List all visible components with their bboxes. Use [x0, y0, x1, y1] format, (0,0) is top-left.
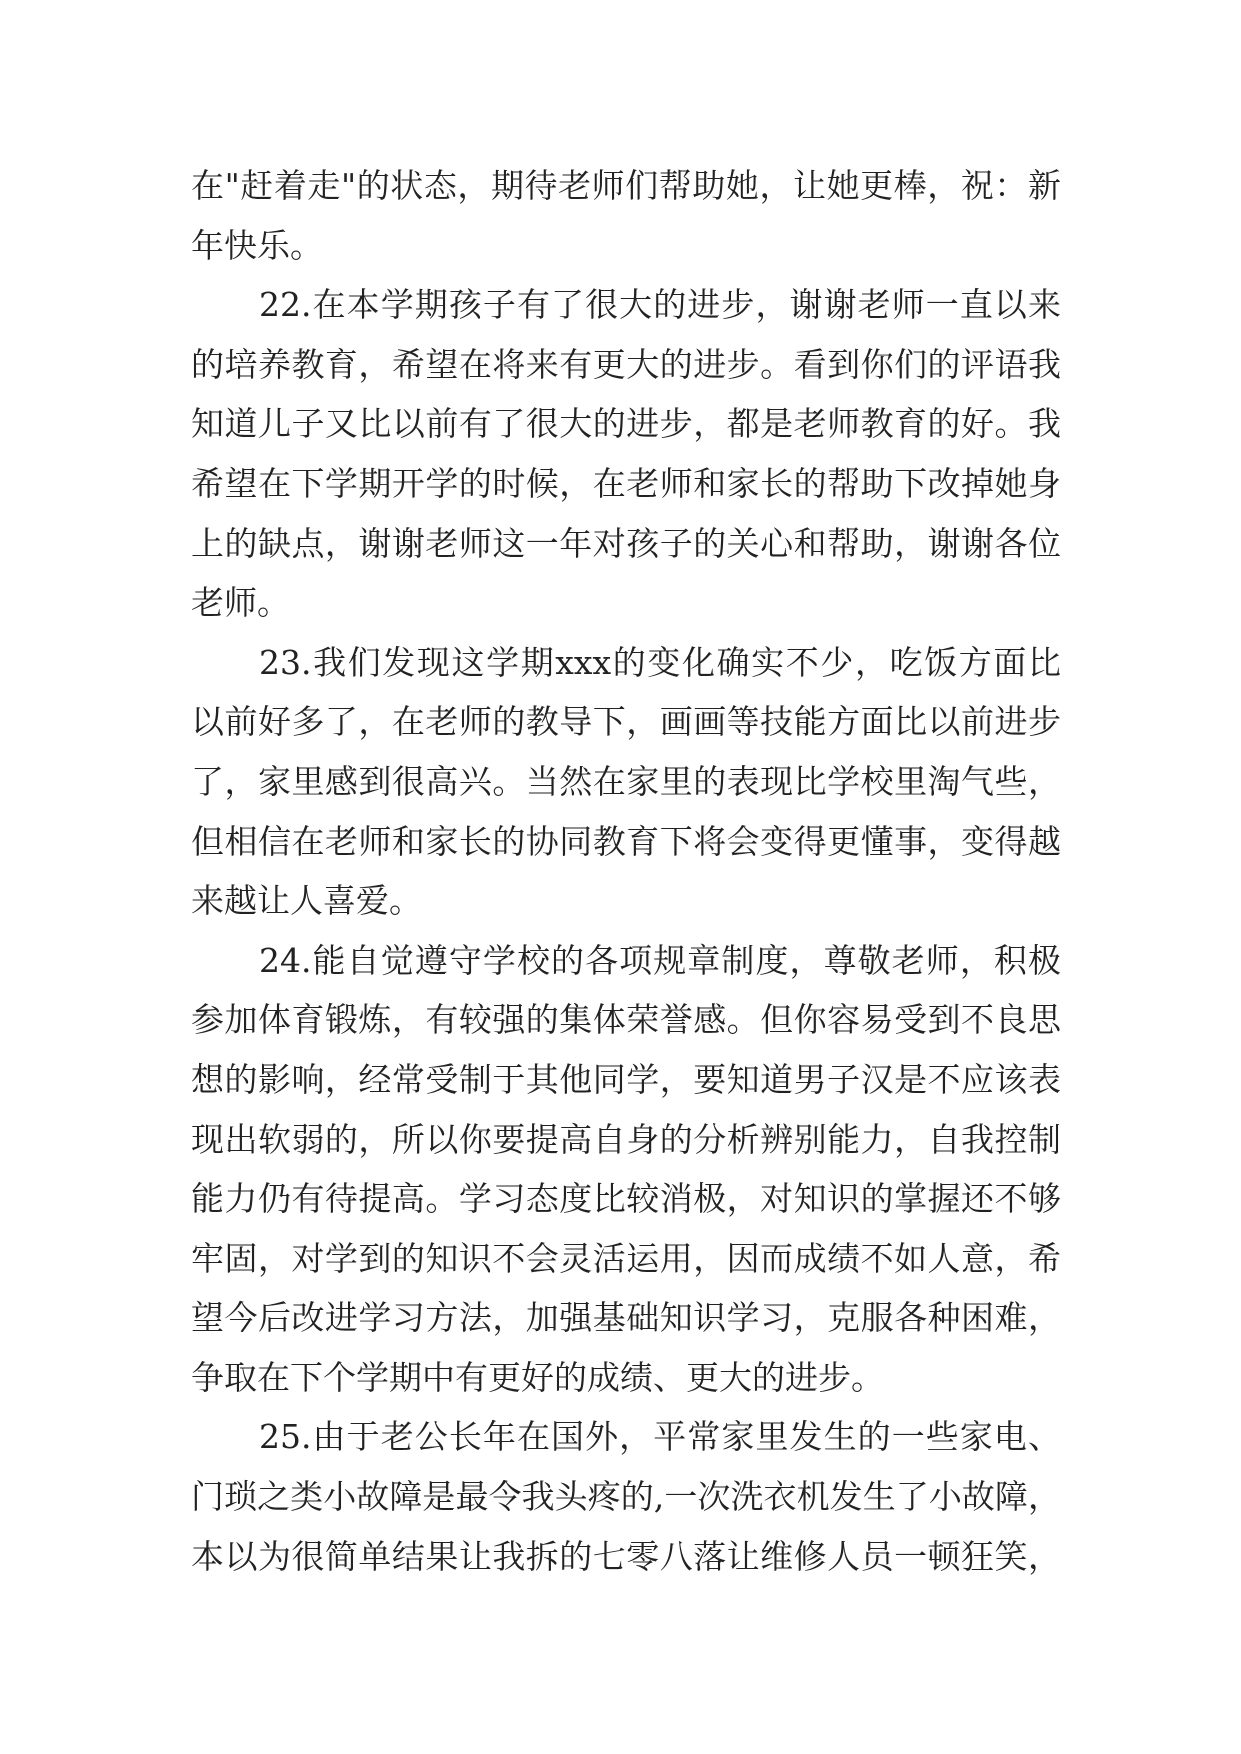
document-body: [191, 156, 1061, 1586]
paragraph-25-line-1: 25.由于老公长年在国外，平常家里发生的一些家电、: [259, 1417, 1061, 1457]
paragraph-23-line-2: 以前好多了，在老师的教导下，画画等技能方面比以前进步: [191, 702, 1061, 742]
paragraph-24-line-7: 望今后改进学习方法，加强基础知识学习，克服各种困难，: [191, 1298, 1061, 1338]
paragraph-22-line-5: 上的缺点，谢谢老师这一年对孩子的关心和帮助，谢谢各位: [191, 523, 1061, 563]
paragraph-25-line-2: 门琐之类小故障是最令我头疼的,一次洗衣机发生了小故障，: [191, 1477, 1061, 1517]
paragraph-23-line-5: 来越让人喜爱。: [191, 881, 422, 921]
paragraph-21-line-1: 在"赶着走"的状态，期待老师们帮助她，让她更棒，祝：新: [191, 166, 1061, 205]
paragraph-22-line-6: 老师。: [191, 583, 290, 623]
paragraph-24-line-2: 参加体育锻炼，有较强的集体荣誉感。但你容易受到不良思: [191, 1000, 1061, 1040]
paragraph-23-line-3: 了，家里感到很高兴。当然在家里的表现比学校里淘气些，: [191, 761, 1061, 801]
paragraph-23-line-1: 23.我们发现这学期xxx的变化确实不少，吃饭方面比: [259, 642, 1061, 682]
paragraph-24-line-8: 争取在下个学期中有更好的成绩、更大的进步。: [191, 1357, 884, 1397]
paragraph-22-line-3: 知道儿子又比以前有了很大的进步，都是老师教育的好。我: [191, 404, 1061, 444]
paragraph-22-line-4: 希望在下学期开学的时候，在老师和家长的帮助下改掉她身: [191, 463, 1061, 503]
paragraph-21-line-2: 年快乐。: [191, 225, 323, 265]
paragraph-22-line-1: 22.在本学期孩子有了很大的进步，谢谢老师一直以来: [259, 285, 1061, 325]
paragraph-24-line-5: 能力仍有待提高。学习态度比较消极，对知识的掌握还不够: [191, 1179, 1061, 1219]
paragraph-24-line-3: 想的影响，经常受制于其他同学，要知道男子汉是不应该表: [191, 1059, 1061, 1099]
paragraph-24-line-4: 现出软弱的，所以你要提高自身的分析辨别能力，自我控制: [191, 1119, 1061, 1159]
paragraph-24-line-6: 牢固，对学到的知识不会灵活运用，因而成绩不如人意，希: [191, 1238, 1061, 1278]
paragraph-24-line-1: 24.能自觉遵守学校的各项规章制度，尊敬老师，积极: [259, 940, 1061, 980]
paragraph-23-line-4: 但相信在老师和家长的协同教育下将会变得更懂事，变得越: [191, 821, 1061, 861]
paragraph-22-line-2: 的培养教育，希望在将来有更大的进步。看到你们的评语我: [191, 344, 1061, 384]
paragraph-25-line-3: 本以为很简单结果让我拆的七零八落让维修人员一顿狂笑，: [191, 1536, 1061, 1576]
